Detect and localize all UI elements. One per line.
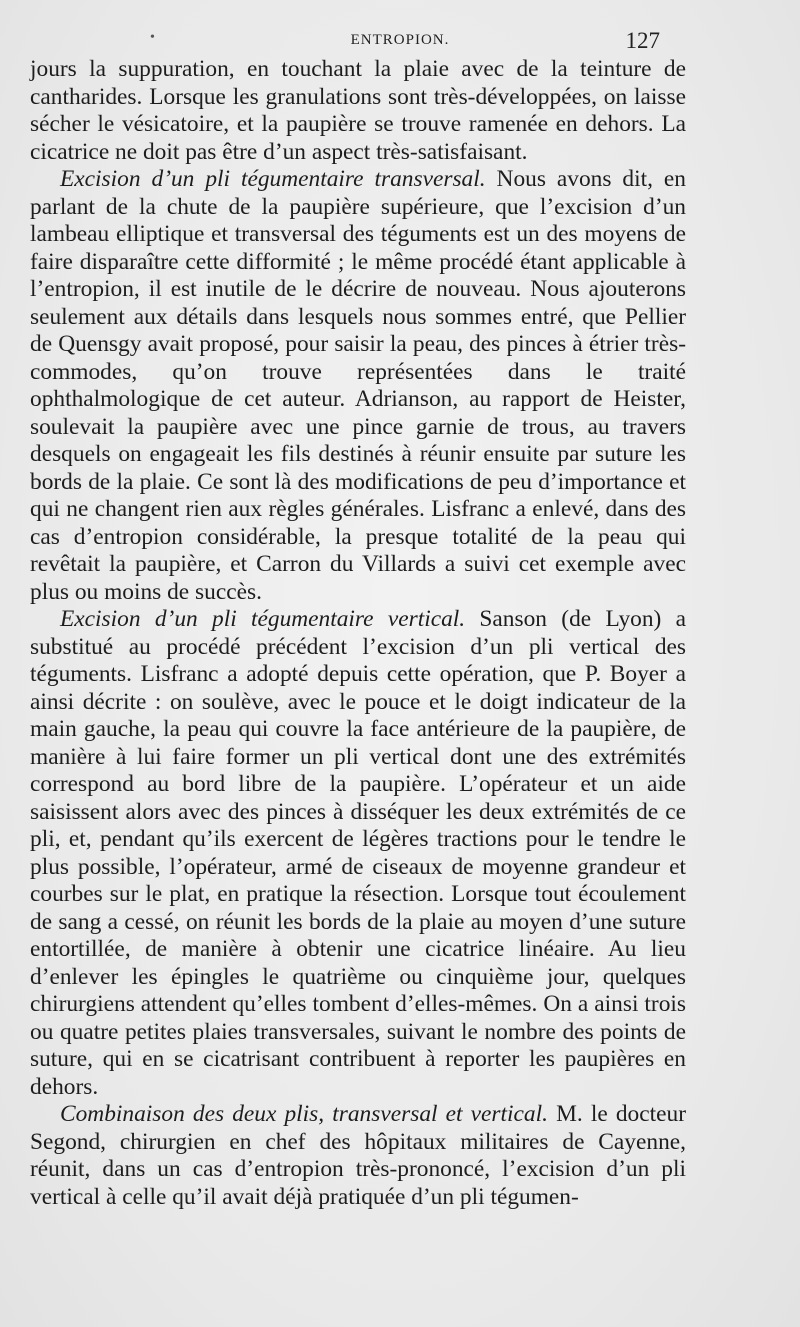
paragraph-excision-transversal	[30, 166, 686, 606]
print-mark: •	[150, 30, 155, 45]
running-title: ENTROPION.	[350, 32, 450, 48]
paragraph-text: M. le docteur Segond, chirurgien en chef des hôpitaux militaires de Cayenne, réunit, dans un cas d’entropion très-prononcé, l’excision d’un pli vertical à celle qu’il avait déjà pratiquée d’un pli tégumen-	[30, 1101, 686, 1210]
paragraph-heading: Combinaison des deux plis, transversal et vertical.	[60, 1101, 548, 1127]
paragraph-combinaison	[30, 1101, 686, 1211]
page-number: 127	[625, 28, 660, 53]
paragraph-heading: Excision d’un pli tégumentaire transversal.	[60, 166, 486, 192]
paragraph-text: Nous avons dit, en parlant de la chute de la paupière supérieure, que l’excision d’un lambeau elliptique et transversal des téguments est un des moyens de faire disparaître cette difformité ; le même procédé étant applicable à l’entropion, il est inutile de le décrire de nouveau. Nous ajouterons seulement aux détails dans lesquels nous sommes entré, que Pellier de Quensgy avait proposé, pour saisir la peau, des pinces à étrier très-commodes, qu’on trouve représentées dans le traité ophthalmologique de cet auteur. Adrianson, au rapport de Heister, soulevait la paupière avec une pince garnie de trous, au travers desquels on engageait les fils destinés à réunir ensuite par suture les bords de la plaie. Ce sont là des modifications de peu d’importance et qui ne changent rien aux règles générales. Lisfranc a enlevé, dans des cas d’entropion considérable, la presque totalité de la peau qui revêtait la paupière, et Carron du Villards a suivi cet exemple avec plus ou moins de succès.	[30, 166, 686, 605]
paragraph-text: jours la suppuration, en touchant la plaie avec de la teinture de cantharides. Lorsque les granulations sont très-développées, on laisse sécher le vésicatoire, et la paupière se trouve ramenée en dehors. La cicatrice ne doit pas être d’un aspect très-satisfaisant.	[30, 56, 686, 165]
paragraph-continuation	[30, 56, 686, 166]
paragraph-heading: Excision d’un pli tégumentaire vertical.	[60, 606, 466, 632]
paragraph-excision-vertical	[30, 606, 686, 1101]
paragraph-text: Sanson (de Lyon) a substitué au procédé précédent l’excision d’un pli vertical des téguments. Lisfranc a adopté depuis cette opération, que P. Boyer a ainsi décrite : on soulève, avec le pouce et le doigt indicateur de la main gauche, la peau qui couvre la face antérieure de la paupière, de manière à lui faire former un pli vertical dont une des extrémités correspond au bord libre de la paupière. L’opérateur et un aide saisissent alors avec des pinces à disséquer les deux extrémités de ce pli, et, pendant qu’ils exercent de légères tractions pour le tendre le plus possible, l’opérateur, armé de ciseaux de moyenne grandeur et courbes sur le plat, en pratique la résection. Lorsque tout écoulement de sang a cessé, on réunit les bords de la plaie au moyen d’une suture entortillée, de manière à obtenir une cicatrice linéaire. Au lieu d’enlever les épingles le quatrième ou cinquième jour, quelques chirurgiens attendent qu’elles tombent d’elles-mêmes. On a ainsi trois ou quatre petites plaies transversales, suivant le nombre des points de suture, qui en se cicatrisant contribuent à reporter les paupières en dehors.	[30, 606, 686, 1100]
body-text	[30, 56, 686, 1211]
